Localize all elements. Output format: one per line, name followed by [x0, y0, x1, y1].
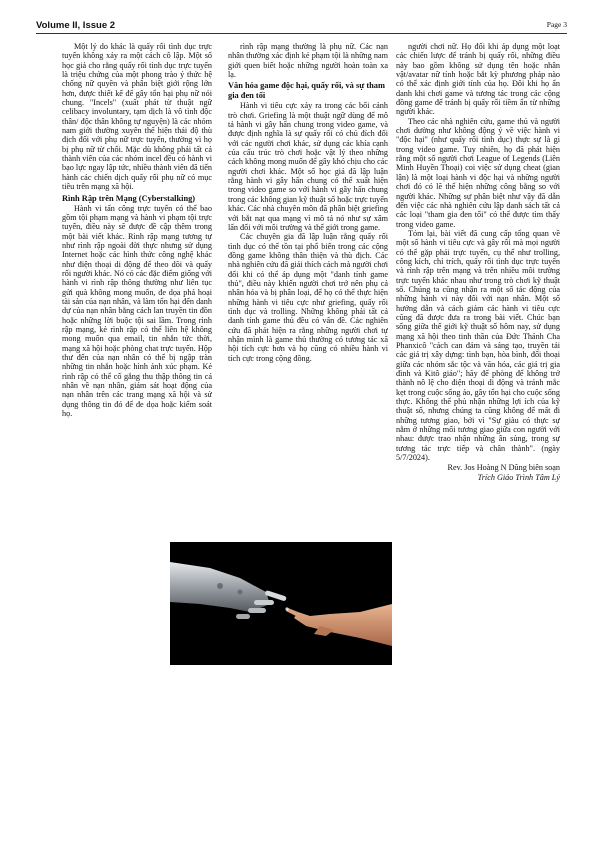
issue-label: Volume II, Issue 2	[36, 20, 116, 31]
page-header	[36, 20, 567, 36]
section-heading: Rình Rập trên Mạng (Cyberstalking)	[62, 193, 196, 203]
page-number: Page 3	[546, 20, 567, 29]
robot-human-hands-photo	[170, 542, 392, 665]
paragraph: Hành vi tiêu cực xảy ra trong các bối cảnh trò chơi. Griefing là một thuật ngữ dùng để mô tả hành vi gây hấn chung trong video game, và được định nghĩa là sự quấy rối có chủ đích đối với các người chơi khác, sử dụng các khía cạnh của cấu trúc trò chơi hoặc vật lý theo những cách không mong muốn để gây khó chịu cho các người chơi khác. Một số học giả đã lập luận rằng hành vi gây hấn chung có thể xuất hiện trong video game so với hành vi gây hấn chung trong các không gian kỹ thuật số hoặc trực tuyến khác. Các nhà chuyên môn đã phân biệt griefing với bắt nạt qua mạng vì mô tả nó như sự xâm lấn đối với môi trường và thế giới trong game.	[228, 101, 388, 232]
paragraph: Một lý do khác là quấy rối tình dục trực tuyến không xảy ra một cách cô lập. Một số học giả cho rằng quấy rối tình dục trực tuyến là triệu chứng của một phong trào ý thức hệ chống nữ quyền và phân biệt giới rộng lớn hơn, được thiết kế để gây tổn hại phụ nữ nói chung. "Incels" (xuất phát từ thuật ngữ celibacy involuntary, tạm dịch là vô tình độc thân/ độc thân không tự nguyện) là các nhóm nam giới thường xuyên thể hiện thái độ thù địch đối với phụ nữ trực tuyến, thường vì họ bị phụ nữ từ chối. Mặc dù không phải tất cả thành viên của các nhóm incel đều có hành vi bạo lực ngay lập tức, nhiều thành viên đã tiến hành các chiến dịch quấy rối phụ nữ có mục tiêu trên mạng xã hội.	[62, 42, 212, 192]
paragraph: Các chuyên gia đã lập luận rằng quấy rối tình dục có thể tồn tại phổ biến trong các cộng đồng game không thân thiện và thù địch. Các nhà nghiên cứu đã giải thích cách mà người chơi đối khi có thể áp dụng một "danh tính game thủ", điều này khiến người chơi trở nên phụ cả nhân hóa và bị phân loại, để họ có thể thực hiện những hành vi tiêu cực như griefing, quấy rối tình dục và trolling. Những không phải tất cả danh tính game thủ đều có vấn đề. Các nghiên cứu đã phát hiện ra rằng những người chơi tự nhận mình là game thủ thường có tương tác xã hội tích cực hơn và họ cũng có nhiều hành vi tích cực trong cộng đồng.	[228, 232, 388, 363]
paragraph: Theo các nhà nghiên cứu, game thủ và người chơi dường như không động ý về việc hành vi "độc hại" (như quấy rối tình dục) thực sự là gì trong video game. Tuy nhiên, họ đã phát hiện rằng một số người chơi League of Legends (Liên Minh Huyền Thoại) coi việc sử dụng cheat (gian lận) là một loại hành vi độc hại và những người chơi đó có lẽ thể hiện những công bằng so với người khác. Những sự phân biệt như vậy đã dẫn đến việc các nhà nghiên cứu lập danh sách tất cả các loại "tham gia đen tối" có thể được tìm thấy trong video game.	[396, 116, 560, 229]
paragraph: người chơi nữ. Họ đối khi áp dụng một loạt các chiến lược để tránh bị quấy rối, những điều này bao gồm không sử dụng tên hoặc nhân vật/avatar nữ tính hoặc bắt kỳ phương pháp nào có thể xác định giới tính của họ. Đôi khi họ ẩn danh khi chơi game và tương tác trong các cộng đồng game để tránh bị quấy rối tiềm ẩn từ những người khác.	[396, 42, 560, 117]
hands-illustration	[170, 542, 392, 665]
paragraph: Hành vi tấn công trực tuyến có thể bao gồm tội phạm mạng và hành vi phạm tội trực tuyến, điều này sẽ được đề cập thêm trong một bài viết khác. Rình rập mạng tương tự như rình rập ngoài đời thực nhưng sử dụng Internet hoặc các hình thức công nghệ khác như điện thoại di động để theo dõi và quấy rối người khác. Nó có các đặc điểm giống với hành vi rình rập thông thường như liên tục gửi quà không mong muốn, đe dọa phá hoại tài sản của nạn nhân, và làm tổn hại đến danh dự của nạn nhân bằng cách lan truyền tin đồn hoặc những lời buộc tội sai lầm. Trong rình rập mạng, kẻ rình rập có thể liên hệ không mong muốn qua email, tin nhắn tức thời, mạng xã hội hoặc phòng chat trực tuyến. Hộp thư đến của nạn nhân có thể bị ngập tràn những tin nhắn hoặc hình ảnh xúc phạm. Kẻ rình rập có thể cố gắng thu thập thông tin cá nhân về nạn nhân, giám sát hoạt động của nạn nhân trên các trang mạng xã hội và sử dụng thông tin đó để đe dọa hoặc kiểm soát họ.	[62, 203, 212, 419]
section-heading: Văn hóa game độc hại, quấy rối, và sự tham gia đen tối	[228, 81, 385, 101]
column-3	[396, 42, 560, 818]
header-rule	[36, 33, 567, 34]
paragraph: rình rập mạng thường là phụ nữ. Các nạn nhân thường xác định kẻ phạm tội là những nam giới quen biết hoặc những người hoàn toàn xa lạ.	[228, 42, 388, 80]
paragraph: Tóm lại, bài viết đã cung cấp tổng quan về một số hành vi tiêu cực và gây rối mà mọi người có thể gặp phải trực tuyến, cụ thể như trolling, công kích, chỉ trích, quấy rối tình dục trực tuyến và rình rập trên mạng và trên nhiều môi trường trực tuyến khác nhau như trong trò chơi kỹ thuật số. Chúng ta cũng nhận ra một số tác động của những hành vi này đối với nạn nhân. Một số hướng dẫn và cách giảm các hành vi tiêu cực cũng đã được đưa ra trong bài viết. Chúc bạn sống giữa thế giới kỹ thuật số hôm nay, sử dụng mạng xã hội theo tinh thần của Đức Thánh Cha Phanxicô "cách can đảm và sáng tạo, truyền tải các giá trị xây dựng: tình bạn, hòa bình, đối thoại giữa các nhóm sắc tộc và văn hóa, các giá trị gia đình và Kitô giáo"; hãy để phòng để không trở thành nô lệ cho điện thoại di động và tránh mắc kẹt trong cuộc sống ảo, gây tổn hại cho cuộc sống thực. Không thể phủ nhận những lợi ích của kỹ thuật số, nhưng chúng ta cũng không để mất đi những tương giao, bởi vì "Sự giàu có thực sự nằm ở những mối tương giao giữa con người với nhau: được trao nhận những ân sủng, trong sự tương tác trực tiếp và chân thành". (ngày 5/7/2024).	[396, 228, 560, 463]
author-signature: Rev. Jos Hoàng N Dũng biên soạn	[447, 463, 560, 473]
source-credit: Trích Giáo Trình Tâm Lý	[477, 472, 560, 482]
column-2	[228, 42, 388, 542]
